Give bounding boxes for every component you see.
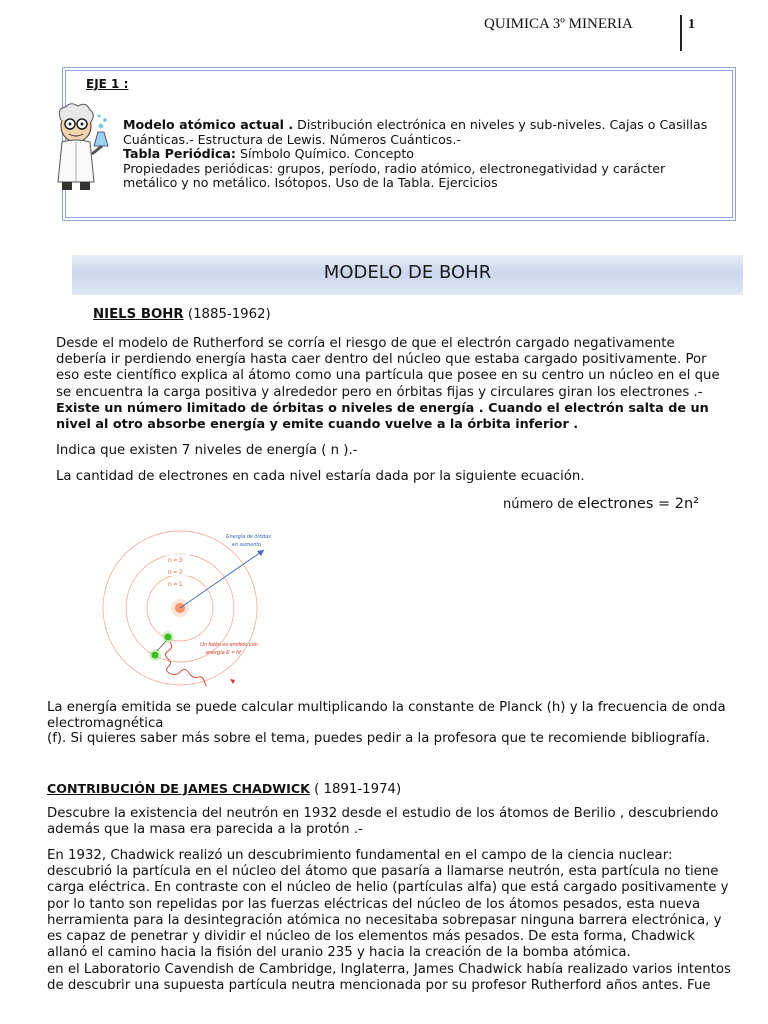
energy-label-line2: en aumento <box>232 542 262 548</box>
electron-upper <box>165 634 172 641</box>
electron-lower <box>152 652 159 659</box>
eje-line-1-bold: Modelo atómico actual . <box>123 117 294 132</box>
eje-line-2-text: Símbolo Químico. Concepto <box>235 146 415 162</box>
eje-line-1-text: Distribución electrónica en niveles y sub-niveles. Cajas o Casillas Cuánticas.- Estructura de Lewis. Números Cuánticos.- <box>123 117 708 147</box>
level-label-1: n = 1 <box>168 581 183 588</box>
eje-line-2-bold: Tabla Periódica: <box>123 146 236 162</box>
chadwick-paragraph-1: Descubre la existencia del neutrón en 1932 desde el estudio de los átomos de Berilio , descubriendo además que la masa era parecida a la protón .- <box>47 806 719 838</box>
level-label-2: n = 2 <box>168 569 183 576</box>
bohr-paragraph-5: (f). Si quieres saber más sobre el tema, puedes pedir a la profesora que te recomiende bibliografía. <box>47 731 710 746</box>
bohr-name: NIELS BOHR <box>93 307 184 322</box>
eje-line-3: Propiedades periódicas: grupos, período, radio atómico, electronegatividad y carácter metálico y no metálico. Isótopos. Uso de la Tabla. Ejercicios <box>123 160 666 191</box>
energy-label-line1: Energía de órbitas <box>226 534 271 540</box>
chadwick-paragraph-2: En 1932, Chadwick realizó un descubrimiento fundamental en el campo de la ciencia nuclear: descubrió la partícula en el núcleo del átomo que pasaría a llamarse neutrón, esta partícula no tiene carga eléctrica. En contraste con el núcleo de helio (partículas alfa) que está cargado positivamente y por lo tanto son repelidas por las fuerzas eléctricas del núcleo de los átomos pesados, esta nueva herramienta para la desintegración atómica no necesitaba sobrepasar ninguna barrera electrónica, y es capaz de penetrar y dividir el núcleo de los elementos más pesados. De esta forma, Chadwick allanó el camino hacia la fisión del uranio 235 y hacia la creación de la bomba atómica. <box>47 848 729 961</box>
eje-line-2 <box>123 147 713 162</box>
level-label-3: n = 3 <box>168 557 183 564</box>
chadwick-years: ( 1891-1974) <box>309 782 402 797</box>
bohr-paragraph-2: Indica que existen 7 niveles de energía ( n ).- <box>56 443 358 458</box>
scientist-illustration <box>52 102 114 194</box>
bohr-paragraph-4: La energía emitida se puede calcular multiplicando la constante de Planck (h) y la frecuencia de onda electromagnética <box>47 700 726 732</box>
header-title: QUIMICA 3º MINERIA <box>484 16 633 32</box>
photon-label-line2: energía E = hf <box>206 650 241 656</box>
equation-formula: electrones = 2n² <box>577 496 699 512</box>
bohr-heading <box>93 307 763 323</box>
equation <box>503 496 699 512</box>
chadwick-title: CONTRIBUCIÓN DE JAMES CHADWICK <box>47 781 310 796</box>
section-title: MODELO DE BOHR <box>323 262 492 283</box>
chadwick-paragraph-3: en el Laboratorio Cavendish de Cambridge, Inglaterra, James Chadwick había realizado varios intentos de descubrir una supuesta partícula neutra mencionada por su profesor Rutherford años antes. Fue <box>47 962 731 994</box>
photon-wave <box>166 642 209 686</box>
page-number: 1 <box>688 17 695 32</box>
eje-content <box>123 118 713 191</box>
bohr-years: (1885-1962) <box>183 307 271 322</box>
bohr-atom-diagram <box>100 526 300 686</box>
bohr-paragraph-1: Desde el modelo de Rutherford se corría el riesgo de que el electrón cargado negativamente debería ir perdiendo energía hasta caer dentro del núcleo que estaba cargado positivamente. Por eso este científico explica al átomo como una partícula que posee en su centro un núcleo en el que se encuentra la carga positiva y alrededor pero en órbitas fijas y circulares giran los electrones .- <box>56 336 720 400</box>
bohr-paragraph-3: La cantidad de electrones en cada nivel estaría dada por la siguiente ecuación. <box>56 469 585 484</box>
chadwick-heading <box>47 781 717 798</box>
bohr-paragraph-1-bold: Existe un número limitado de órbitas o niveles de energía . Cuando el electrón salta de un nivel al otro absorbe energía y emite cuando vuelve a la órbita inferior . <box>56 401 709 432</box>
eje-title: EJE 1 : <box>86 77 129 91</box>
equation-prefix: número de <box>503 497 578 512</box>
header-divider <box>680 15 682 51</box>
electron-transition-arrow <box>157 641 166 651</box>
photon-label-line1: Un fotón es emitido con <box>200 642 258 648</box>
eje-line-1 <box>123 118 713 147</box>
